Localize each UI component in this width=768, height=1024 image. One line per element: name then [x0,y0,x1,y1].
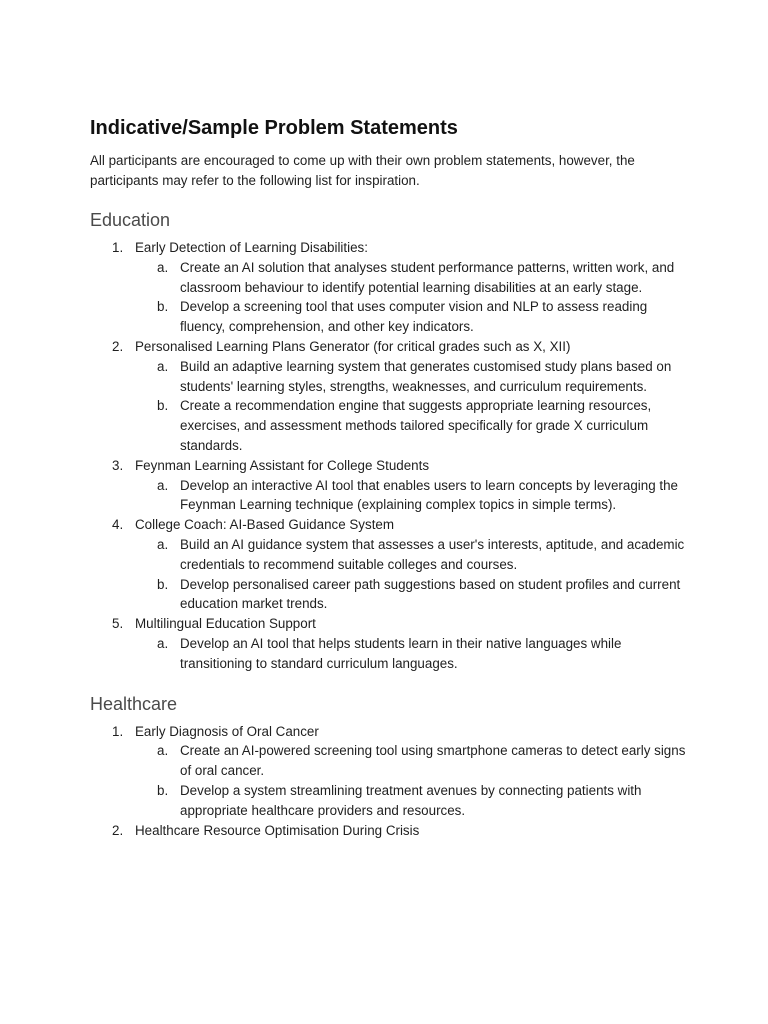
list-item [90,337,690,456]
sub-list [135,535,690,614]
list-item [90,238,690,337]
document-title: Indicative/Sample Problem Statements [90,117,458,139]
sub-item-letter: b. [157,576,169,592]
problem-list [90,238,690,674]
section-heading: Education [90,210,171,230]
sub-item-letter: b. [157,299,169,315]
sub-item [135,535,690,575]
item-number: 1. [112,723,124,739]
sub-item-text: Develop an interactive AI tool that enables users to learn concepts by leveraging the Feynman Learning technique (explaining complex topics in simple terms). [180,477,678,513]
sub-item-letter: a. [157,477,169,493]
item-title: Multilingual Education Support [135,616,316,632]
item-title: Early Detection of Learning Disabilities: [135,240,368,255]
sub-item [135,396,690,455]
sub-item-letter: a. [157,635,169,651]
list-item [90,456,690,515]
item-title: College Coach: AI-Based Guidance System [135,517,395,533]
sub-item-text: Develop a system streamlining treatment avenues by connecting patients with appropriate healthcare providers and resources. [180,782,642,818]
document-page [90,114,690,858]
item-title: Healthcare Resource Optimisation During Crisis [135,822,420,838]
item-title: Early Diagnosis of Oral Cancer [135,723,319,739]
sub-list [135,741,690,820]
item-title: Personalised Learning Plans Generator (for critical grades such as X, XII) [135,338,571,354]
sub-item [135,297,690,337]
item-number: 5. [112,616,124,632]
sub-item [135,634,690,674]
sub-item-letter: a. [157,743,169,759]
sub-item [135,575,690,615]
list-item [90,614,690,673]
sub-item [135,781,690,821]
sub-item-letter: b. [157,398,169,414]
section-healthcare [90,692,690,841]
sub-item-letter: a. [157,259,169,275]
sub-list [135,357,690,456]
sub-item-text: Create an AI-powered screening tool using smartphone cameras to detect early signs of oral cancer. [180,743,686,779]
sub-item [135,741,690,781]
list-item [90,515,690,614]
sub-item-letter: a. [157,536,169,552]
sub-list [135,634,690,674]
sub-item [135,357,690,397]
sub-item-text: Build an AI guidance system that assesses a user's interests, aptitude, and academic credentials to recommend suitable colleges and courses. [180,536,685,572]
problem-list [90,722,690,841]
sub-item-text: Create an AI solution that analyses student performance patterns, written work, and classroom behaviour to identify potential learning disabilities at an early stage. [180,259,675,295]
sub-item-text: Develop an AI tool that helps students learn in their native languages while transitioning to standard curriculum languages. [180,635,622,671]
sub-item-text: Build an adaptive learning system that generates customised study plans based on students' learning styles, strengths, weaknesses, and curriculum requirements. [180,358,672,394]
item-number: 4. [112,517,124,533]
sub-list [135,476,690,516]
item-title: Feynman Learning Assistant for College Students [135,457,430,473]
section-heading: Healthcare [90,693,178,714]
item-number: 1. [112,240,124,255]
item-number: 2. [112,338,124,354]
sub-item-text: Develop a screening tool that uses computer vision and NLP to assess reading fluency, comprehension, and other key indicators. [180,299,648,335]
sub-item-text: Develop personalised career path suggestions based on student profiles and current education market trends. [180,576,681,612]
sub-item-letter: a. [157,358,169,374]
section-education [90,208,690,674]
sub-item-text: Create a recommendation engine that suggests appropriate learning resources, exercises, and assessment methods tailored specifically for grade X curriculum standards. [180,398,652,453]
intro-paragraph: All participants are encouraged to come up with their own problem statements, however, the participants may refer to the following list for inspiration. [90,153,635,188]
item-number: 2. [112,822,124,838]
list-item [90,821,690,841]
sub-item-letter: b. [157,782,169,798]
item-number: 3. [112,457,124,473]
list-item [90,722,690,821]
sub-item [135,258,690,298]
sub-list [135,258,690,337]
sub-item [135,476,690,516]
